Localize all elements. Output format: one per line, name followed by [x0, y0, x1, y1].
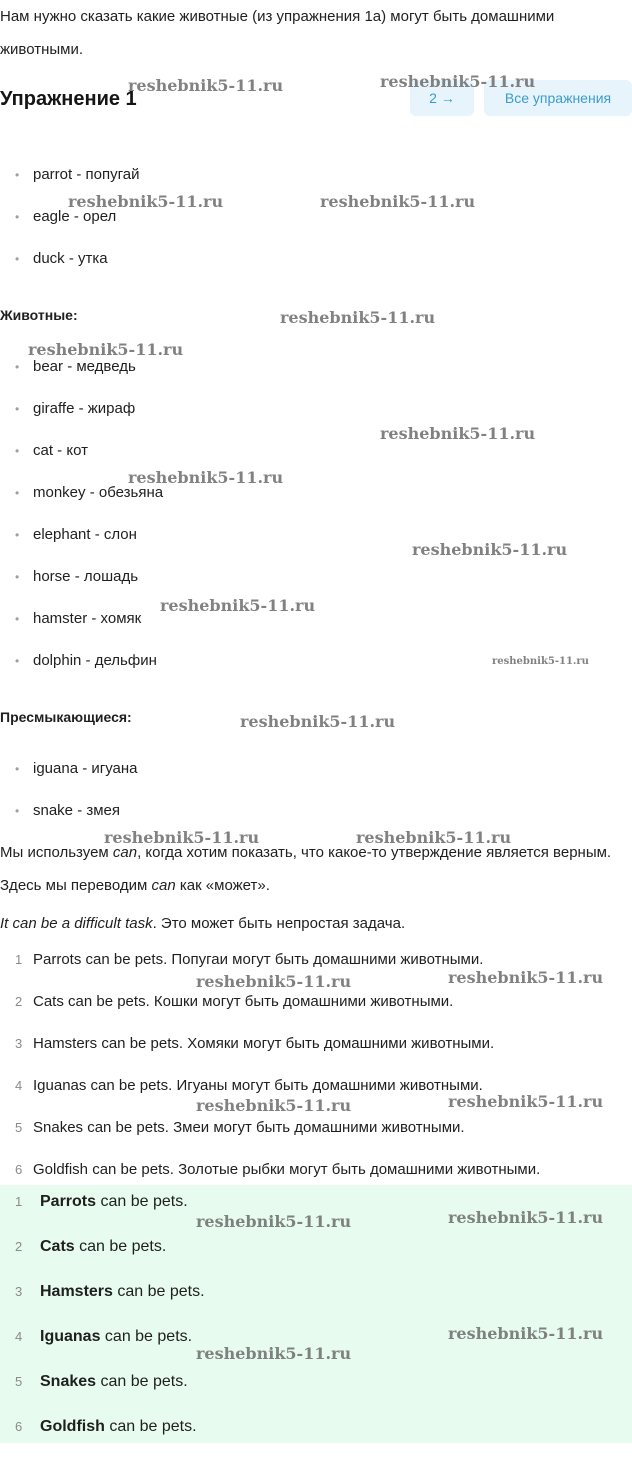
- list-item: • horse - лошадь: [0, 565, 632, 607]
- list-item: [0, 1371, 632, 1416]
- reptiles-heading: Пресмыкающиеся:: [0, 709, 132, 725]
- list-item: [0, 1236, 632, 1281]
- watermark: reshebnik5-11.ru: [448, 1208, 604, 1227]
- watermark: reshebnik5-11.ru: [380, 424, 536, 443]
- item-number: 5: [15, 1374, 23, 1389]
- animals-list: [0, 355, 632, 691]
- answer-subject: Iguanas: [40, 1328, 101, 1345]
- watermark: reshebnik5-11.ru: [448, 968, 604, 987]
- list-item: [0, 1034, 632, 1076]
- sentence-text: Hamsters can be pets. Хомяки могут быть домашними животными.: [33, 1035, 495, 1052]
- watermark: reshebnik5-11.ru: [104, 828, 260, 847]
- list-item: [0, 992, 632, 1034]
- list-item: • parrot - попугай: [0, 163, 632, 205]
- next-exercise-button[interactable]: 2 →: [410, 80, 474, 116]
- answer-subject: Parrots: [40, 1193, 97, 1210]
- answer-subject: Cats: [40, 1238, 75, 1255]
- list-item: • cat - кот: [0, 439, 632, 481]
- watermark: reshebnik5-11.ru: [356, 828, 512, 847]
- sentence-text: Parrots can be pets. Попугаи могут быть домашними животными.: [33, 951, 484, 968]
- sentence-text: Snakes can be pets. Змеи могут быть домашними животными.: [33, 1119, 465, 1136]
- explanation-keyword: can: [112, 844, 138, 861]
- explanation-paragraph: [0, 836, 632, 902]
- item-number: 6: [15, 1162, 23, 1177]
- item-number: 4: [15, 1329, 23, 1344]
- birds-list: [0, 163, 632, 289]
- list-item: [0, 1416, 632, 1461]
- watermark: reshebnik5-11.ru: [196, 1212, 352, 1231]
- list-item: • bear - медведь: [0, 355, 632, 397]
- item-number: 3: [15, 1284, 23, 1299]
- explanation-keyword: can: [151, 877, 176, 894]
- watermark: reshebnik5-11.ru: [240, 712, 396, 731]
- watermark: reshebnik5-11.ru: [448, 1324, 604, 1343]
- all-exercises-button[interactable]: Все упражнения: [484, 80, 632, 116]
- item-number: 5: [15, 1120, 23, 1135]
- watermark: reshebnik5-11.ru: [28, 340, 184, 359]
- watermark: reshebnik5-11.ru: [412, 540, 568, 559]
- answer-rest: can be pets.: [96, 1193, 188, 1210]
- answer-subject: Goldfish: [40, 1418, 105, 1435]
- list-item: • elephant - слон: [0, 523, 632, 565]
- watermark: reshebnik5-11.ru: [492, 656, 589, 667]
- item-number: 3: [15, 1036, 23, 1051]
- watermark: reshebnik5-11.ru: [196, 1344, 352, 1363]
- list-item: • eagle - орел: [0, 205, 632, 247]
- answer-subject: Hamsters: [40, 1283, 113, 1300]
- item-number: 1: [15, 1194, 23, 1209]
- list-item: • monkey - обезьяна: [0, 481, 632, 523]
- answer-rest: can be pets.: [112, 1283, 205, 1300]
- list-item: • iguana - игуана: [0, 757, 632, 799]
- watermark: reshebnik5-11.ru: [196, 972, 352, 991]
- answer-rest: can be pets.: [74, 1238, 167, 1255]
- item-number: 2: [15, 1239, 23, 1254]
- answer-text: [40, 1416, 197, 1461]
- list-item: [0, 1118, 632, 1160]
- watermark: reshebnik5-11.ru: [160, 596, 316, 615]
- watermark: reshebnik5-11.ru: [280, 308, 436, 327]
- watermark: reshebnik5-11.ru: [320, 192, 476, 211]
- example-sentence: [0, 915, 405, 932]
- animals-heading: Животные:: [0, 307, 78, 323]
- watermark: reshebnik5-11.ru: [380, 72, 536, 91]
- intro-text: Нам нужно сказать какие животные (из упражнения 1а) могут быть домашними животными.: [0, 8, 555, 58]
- list-item: • giraffe - жираф: [0, 397, 632, 439]
- watermark: reshebnik5-11.ru: [128, 468, 284, 487]
- sentence-text: Cats can be pets. Кошки могут быть домашними животными.: [33, 993, 454, 1010]
- answer-subject: Snakes: [40, 1373, 97, 1390]
- answer-rest: can be pets.: [96, 1373, 188, 1390]
- sentence-text: Iguanas can be pets. Игуаны могут быть домашними животными.: [33, 1077, 483, 1094]
- item-number: 2: [15, 994, 23, 1009]
- reptiles-list: [0, 757, 632, 841]
- explanation-text: Мы используем: [0, 844, 113, 861]
- answer-rest: can be pets.: [104, 1418, 197, 1435]
- list-item: • dolphin - дельфин: [0, 649, 632, 691]
- watermark: reshebnik5-11.ru: [196, 1096, 352, 1115]
- answer-text: [40, 1326, 192, 1371]
- explanation-text: как «может».: [175, 877, 270, 894]
- list-item: • hamster - хомяк: [0, 607, 632, 649]
- watermark: reshebnik5-11.ru: [448, 1092, 604, 1111]
- answer-text: [40, 1191, 188, 1236]
- list-item: • duck - утка: [0, 247, 632, 289]
- explanation-text: , когда хотим показать, что какое-то утверждение является верным. Здесь мы переводим: [0, 844, 612, 894]
- list-item: [0, 1281, 632, 1326]
- list-item: • snake - змея: [0, 799, 632, 841]
- answer-rest: can be pets.: [100, 1328, 193, 1345]
- answer-text: [40, 1371, 188, 1416]
- item-number: 4: [15, 1078, 23, 1093]
- answer-text: [40, 1236, 166, 1281]
- watermark: reshebnik5-11.ru: [128, 76, 284, 95]
- sentence-text: Goldfish can be pets. Золотые рыбки могут быть домашними животными.: [33, 1161, 541, 1178]
- answer-text: [40, 1281, 205, 1326]
- example-russian: . Это может быть непростая задача.: [152, 915, 406, 932]
- watermark: reshebnik5-11.ru: [68, 192, 224, 211]
- page-title: Упражнение 1: [0, 88, 137, 110]
- item-number: 1: [15, 952, 23, 967]
- exercise-header: [0, 80, 632, 120]
- item-number: 6: [15, 1419, 23, 1434]
- example-english: It can be a difficult task: [0, 915, 153, 932]
